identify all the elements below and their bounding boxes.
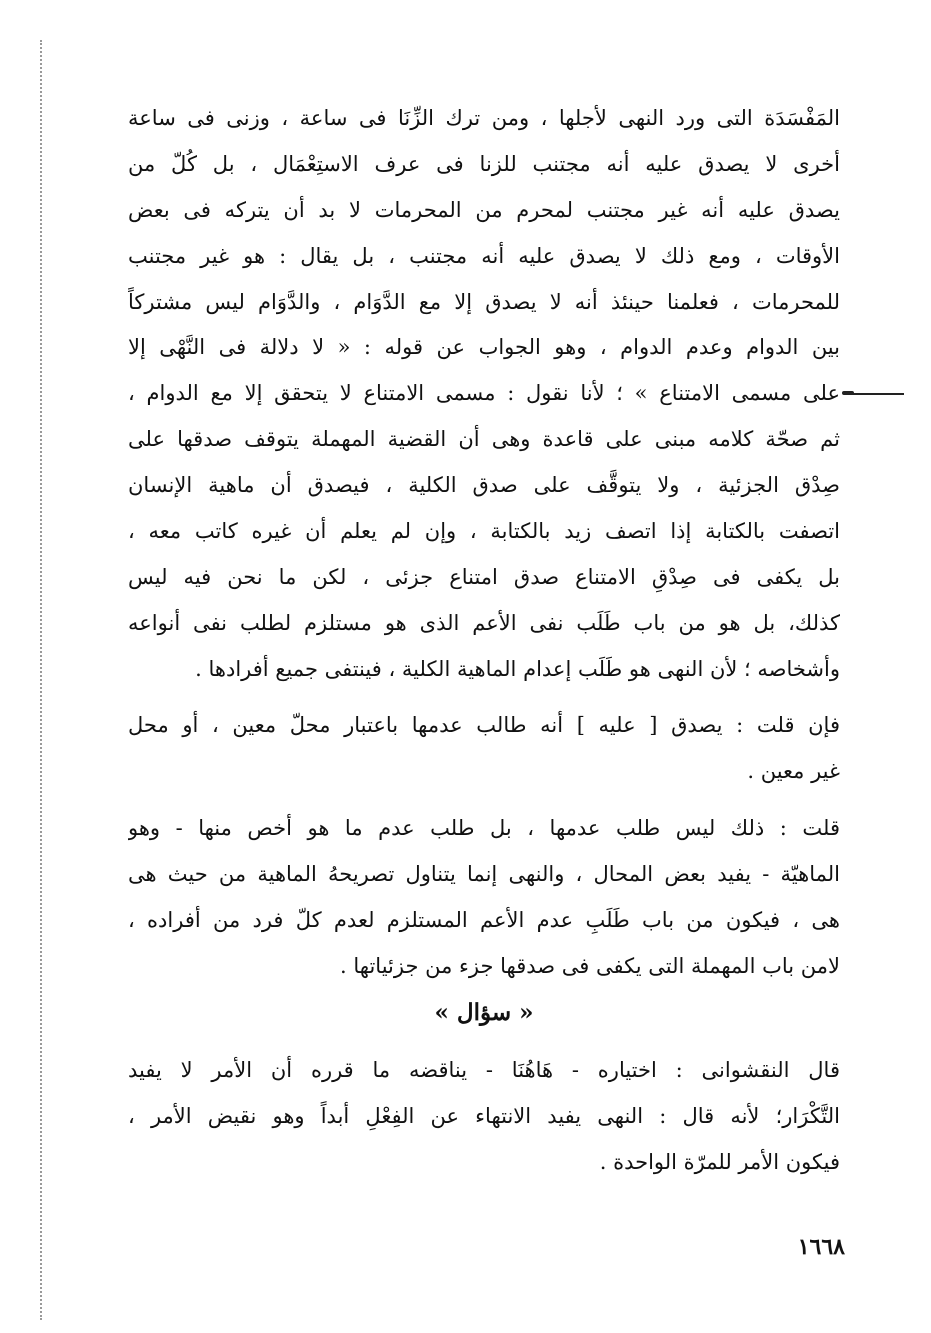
text-line: المَفْسَدَة التى ورد النهى لأجلها ، ومن ترك الزِّنَا فى ساعة ، وزنى فى ساعة xyxy=(128,106,840,130)
text-line: على مسمى الامتناع » ؛ لأنا نقول : مسمى الامتناع لا يتحقق إلا مع الدوام ، xyxy=(128,381,840,406)
text-line: ثم صحّة كلامه مبنى على قاعدة وهى أن القضية المهملة يتوقف صدقها على xyxy=(128,427,840,452)
section-paragraph xyxy=(128,1048,840,1186)
text-line: أخرى لا يصدق عليه أنه مجتنب للزنا فى عرف الاستِعْمَال ، بل كُلّ من xyxy=(128,151,840,176)
text-line: قلت : ذلك ليس طلب عدمها ، بل طلب عدم ما هو أخص منها - وهو xyxy=(128,816,840,840)
text-line: قال النقشوانى : اختياره - هَاهُنَا - يناقضه ما قرره أن الأمر لا يفيد xyxy=(128,1058,840,1082)
binding-dotted-margin xyxy=(40,40,43,1320)
text-line: اتصفت بالكتابة إذا اتصف زيد بالكتابة ، وإن لم يعلم أن غيره كاتب معه ، xyxy=(128,519,840,544)
text-line: بل يكفى فى صِدْقِ الامتناع صدق امتناع جزئى ، لكن ما نحن فيه ليس xyxy=(128,564,840,589)
text-line: هى ، فيكون من باب طَلَبِ عدم الأعم المستلزم لعدم كلّ فرد من أفراده ، xyxy=(128,907,840,932)
section-heading: « سؤال » xyxy=(434,999,534,1026)
answer-paragraph xyxy=(128,806,840,990)
text-line: غير معين . xyxy=(747,758,840,783)
text-line: يصدق عليه أنه غير مجتنب لمحرم من المحرمات لا بد أن يتركه فى بعض xyxy=(128,197,840,222)
text-line: لامن باب المهملة التى يكفى فى صدقها جزء من جزئياتها . xyxy=(340,953,840,978)
main-paragraph xyxy=(128,96,840,693)
text-line: للمحرمات ، فعلمنا حينئذ أنه لا يصدق إلا مع الدَّوَام ، والدَّوَام ليس مشتركاً xyxy=(128,289,840,314)
question-paragraph xyxy=(128,703,840,795)
text-line: بين الدوام وعدم الدوام ، وهو الجواب عن قوله : « لا دلالة فى النَّهْى إلا xyxy=(128,335,840,360)
margin-arrow-mark xyxy=(852,393,904,395)
page-number: ١٦٦٨ xyxy=(797,1234,845,1260)
text-line: الأوقات ، ومع ذلك لا يصدق عليه أنه مجتنب ، بل يقال : هو غير مجتنب xyxy=(128,243,840,268)
text-line: وأشخاصه ؛ لأن النهى هو طَلَب إعدام الماهية الكلية ، فينتفى جميع أفرادها . xyxy=(195,656,840,681)
text-line: كذلك، بل هو من باب طَلَب نفى الأعم الذى هو مستلزم لطلب نفى أنواعه xyxy=(128,610,840,635)
text-line: فيكون الأمر للمرّة الواحدة . xyxy=(599,1149,840,1174)
text-line: الماهيّة - يفيد بعض المحال ، والنهى إنما يتناول تصريحهُ الماهية من حيث هى xyxy=(128,861,840,886)
text-line: صِدْق الجزئية ، ولا يتوقَّف على صدق الكلية ، فيصدق أن ماهية الإنسان xyxy=(128,473,840,498)
text-line: فإن قلت : يصدق [ عليه ] أنه طالب عدمها باعتبار محلّ معين ، أو محل xyxy=(128,713,840,737)
text-line: التَّكْرَار؛ لأنه قال : النهى يفيد الانتهاء عن الفِعْلِ أبداً وهو نقيض الأمر ، xyxy=(128,1103,840,1128)
